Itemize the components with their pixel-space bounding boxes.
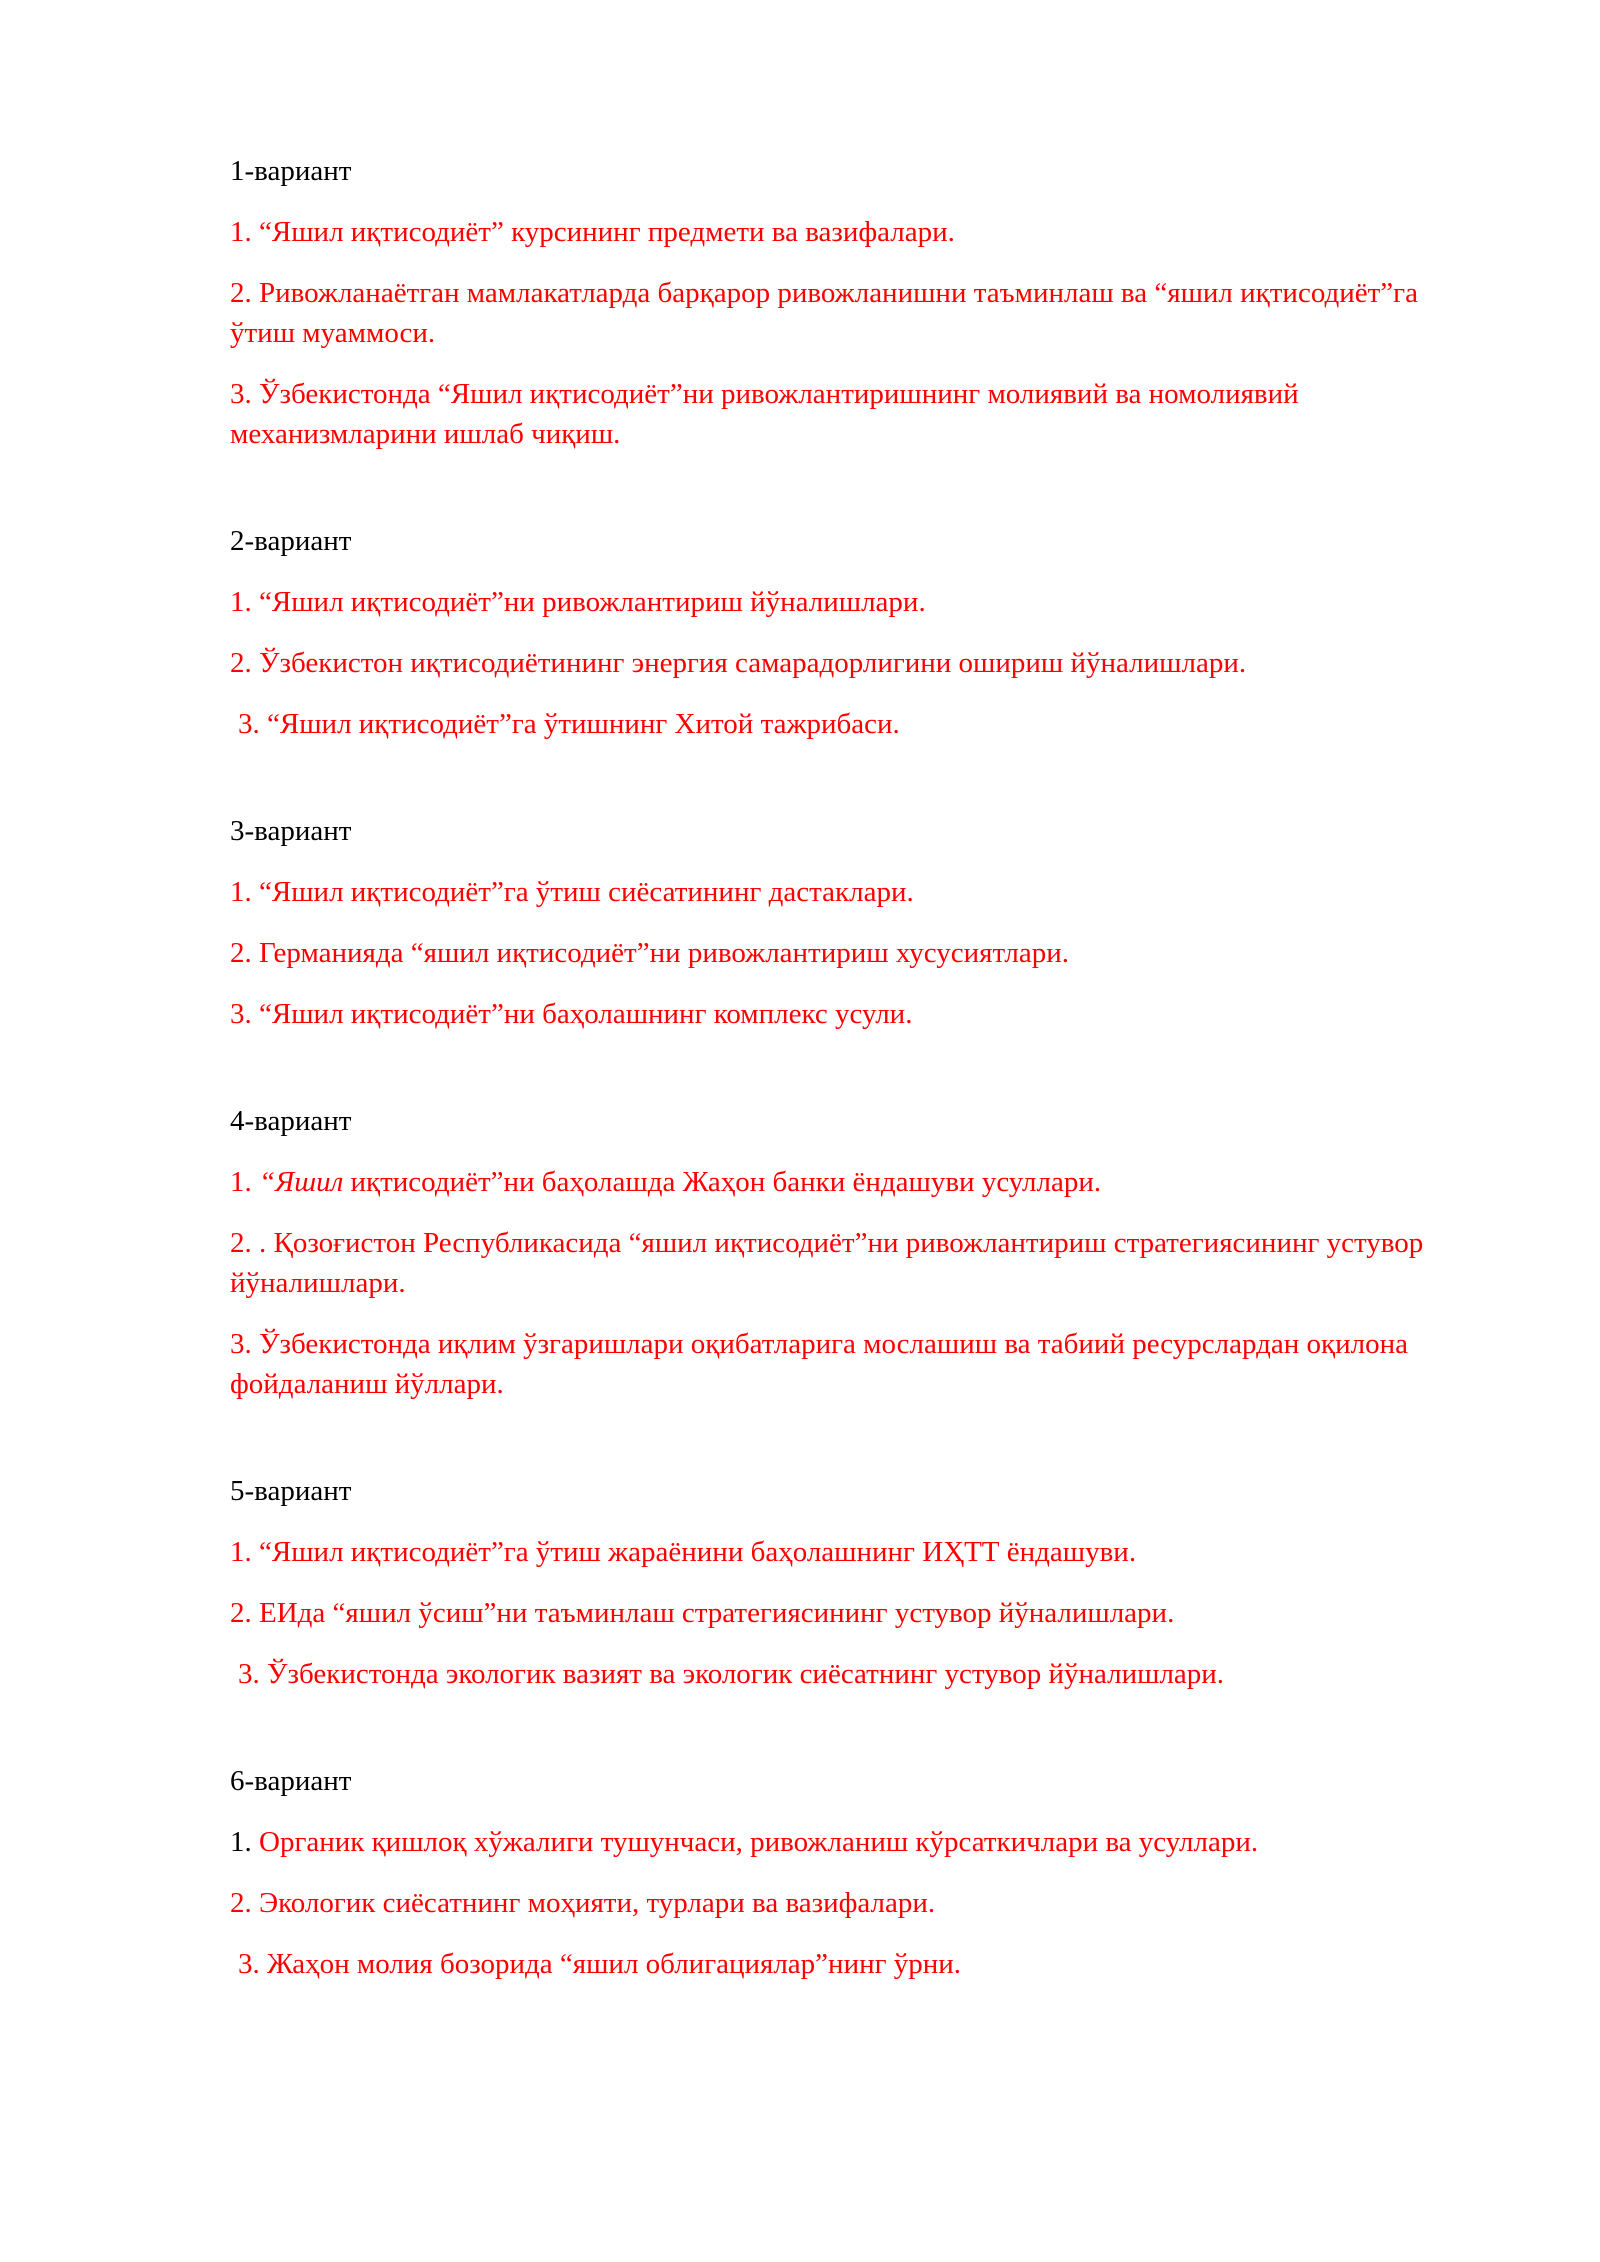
variant-item bbox=[230, 1162, 1460, 1202]
item-emphasis: “Яшил bbox=[259, 1166, 344, 1198]
variant-item: 2. Ўзбекистон иқтисодиётининг энергия самарадорлигини ошириш йўналишлари. bbox=[230, 647, 1247, 679]
variant-item: 1. “Яшил иқтисодиёт”га ўтиш сиёсатининг дастаклари. bbox=[230, 876, 914, 908]
variant-item: 3. “Яшил иқтисодиёт”га ўтишнинг Хитой тажрибаси. bbox=[238, 708, 900, 740]
item-text: иқтисодиёт”ни баҳолашда Жаҳон банки ёндашуви усуллари. bbox=[343, 1166, 1102, 1198]
variant-heading: 2-вариант bbox=[230, 525, 352, 557]
variant-item: 2. Германияда “яшил иқтисодиёт”ни ривожлантириш хусусиятлари. bbox=[230, 937, 1070, 969]
variant-heading: 4-вариант bbox=[230, 1105, 352, 1137]
variant-2 bbox=[230, 521, 1460, 744]
variant-item: 1. “Яшил иқтисодиёт” курсининг предмети ва вазифалари. bbox=[230, 216, 955, 248]
variant-heading: 1-вариант bbox=[230, 155, 352, 187]
variant-heading: 5-вариант bbox=[230, 1475, 352, 1507]
variant-item bbox=[230, 1822, 1460, 1862]
variant-item: 2. Экологик сиёсатнинг моҳияти, турлари ва вазифалари. bbox=[230, 1887, 936, 1919]
variants-list bbox=[230, 151, 1460, 1984]
variant-item: 3. Ўзбекистонда “Яшил иқтисодиёт”ни ривожлантиришнинг молиявий ва номолиявий механизмларини ишлаб чиқиш. bbox=[230, 378, 1299, 450]
variant-5 bbox=[230, 1471, 1460, 1694]
variant-6 bbox=[230, 1761, 1460, 1984]
variant-heading: 3-вариант bbox=[230, 815, 352, 847]
variant-heading: 6-вариант bbox=[230, 1765, 352, 1797]
variant-item: 1. “Яшил иқтисодиёт”ни ривожлантириш йўналишлари. bbox=[230, 586, 926, 618]
variant-item: 2. ЕИда “яшил ўсиш”ни таъминлаш стратегиясининг устувор йўналишлари. bbox=[230, 1597, 1175, 1629]
variant-item: 3. Жаҳон молия бозорида “яшил облигациялар”нинг ўрни. bbox=[238, 1948, 962, 1980]
variant-1 bbox=[230, 151, 1460, 454]
variant-3 bbox=[230, 811, 1460, 1034]
variant-item: 1. “Яшил иқтисодиёт”га ўтиш жараёнини баҳолашнинг ИҲТТ ёндашуви. bbox=[230, 1536, 1137, 1568]
item-number: 1. bbox=[230, 1826, 259, 1858]
variant-item: 2. Ривожланаётган мамлакатларда барқарор ривожланишни таъминлаш ва “яшил иқтисодиёт”га ўтиш муаммоси. bbox=[230, 277, 1418, 349]
item-prefix: 1. bbox=[230, 1166, 259, 1198]
variant-4 bbox=[230, 1101, 1460, 1404]
item-text: Органик қишлоқ хўжалиги тушунчаси, ривожланиш кўрсаткичлари ва усуллари. bbox=[259, 1826, 1259, 1858]
variant-item: 3. Ўзбекистонда экологик вазият ва экологик сиёсатнинг устувор йўналишлари. bbox=[238, 1658, 1225, 1690]
variant-item: 3. Ўзбекистонда иқлим ўзгаришлари оқибатларига мослашиш ва табиий ресурслардан оқилона фойдаланиш йўллари. bbox=[230, 1328, 1408, 1400]
variant-item: 2. . Қозоғистон Республикасида “яшил иқтисодиёт”ни ривожлантириш стратегиясининг устувор йўналишлари. bbox=[230, 1227, 1424, 1299]
variant-item: 3. “Яшил иқтисодиёт”ни баҳолашнинг комплекс усули. bbox=[230, 998, 913, 1030]
